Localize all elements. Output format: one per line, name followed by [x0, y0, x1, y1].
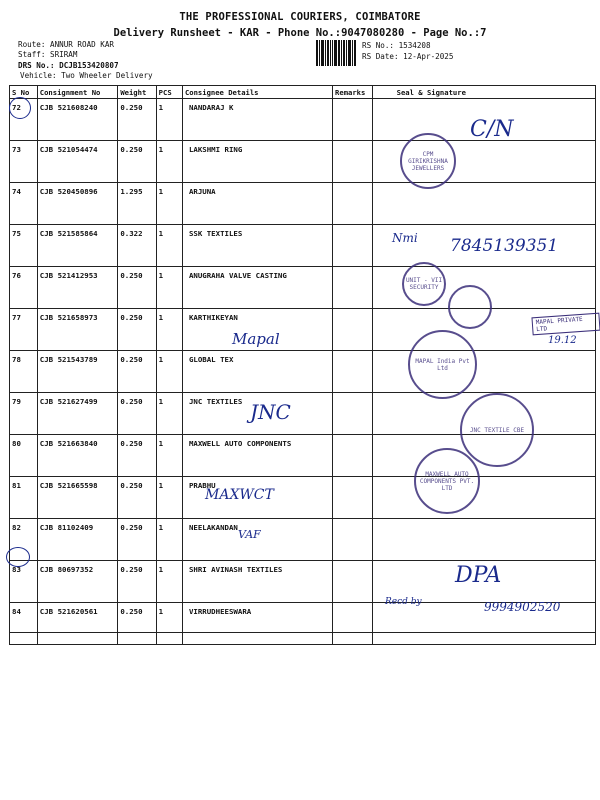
- route-label: Route: ANNUR ROAD KAR: [18, 40, 115, 49]
- cell-consignee: GLOBAL TEX: [182, 351, 332, 393]
- cell-consignee: VIRRUDHEESWARA: [182, 603, 332, 645]
- cell-weight: 1.295: [118, 183, 156, 225]
- cell-weight: 0.250: [118, 99, 156, 141]
- jeweller-stamp: CPM GIRIKRISHNA JEWELLERS: [400, 133, 456, 189]
- cell-pcs: 1: [156, 99, 182, 141]
- handwriting-r75-phone: 7845139351: [450, 236, 559, 256]
- runsheet-table: [9, 85, 596, 645]
- cell-seal: [372, 519, 595, 561]
- cell-consignment: CJB 521585864: [37, 225, 118, 267]
- cell-consignment: CJB 521054474: [37, 141, 118, 183]
- handwriting-r81: MAXWCT: [205, 487, 274, 503]
- cell-pcs: 1: [156, 141, 182, 183]
- cell-pcs: 1: [156, 477, 182, 519]
- cell-pcs: 1: [156, 435, 182, 477]
- cell-consignee: MAXWELL AUTO COMPONENTS: [182, 435, 332, 477]
- cell-remarks: [333, 141, 373, 183]
- cell-consignee: NANDARAJ K: [182, 99, 332, 141]
- vehicle-label: Vehicle: Two Wheeler Delivery: [20, 71, 153, 80]
- security-stamp: UNIT - VII SECURITY: [402, 262, 446, 306]
- cell-weight: 0.250: [118, 477, 156, 519]
- cell-pcs: 1: [156, 519, 182, 561]
- cell-pcs: 1: [156, 309, 182, 351]
- table-row: [10, 141, 596, 183]
- cell-remarks: [333, 309, 373, 351]
- cell-consignee: ANUGRAHA VALVE CASTING: [182, 267, 332, 309]
- handwriting-r72: C/N: [470, 117, 514, 142]
- mapal-india-stamp: MAPAL India Pvt Ltd: [408, 330, 477, 399]
- row-83-circle-mark: [6, 547, 30, 567]
- mapal-stamp: MAPAL PRIVATE LTD: [531, 313, 600, 336]
- cell-sno: 78: [10, 351, 38, 393]
- table-row: [10, 267, 596, 309]
- cell-consignee: LAKSHMI RING: [182, 141, 332, 183]
- cell-pcs: 1: [156, 183, 182, 225]
- jnc-stamp: JNC TEXTILE CBE: [460, 393, 534, 467]
- cell-consignee: SHRI AVINASH TEXTILES: [182, 561, 332, 603]
- cell-pcs: 1: [156, 225, 182, 267]
- cell-sno: 80: [10, 435, 38, 477]
- cell-pcs: 1: [156, 561, 182, 603]
- bottom-rule: [9, 632, 596, 633]
- cell-seal: [372, 477, 595, 519]
- col-seal: Seal & Signature: [372, 86, 595, 99]
- cell-weight: 0.250: [118, 141, 156, 183]
- cell-remarks: [333, 519, 373, 561]
- table-row: [10, 309, 596, 351]
- cell-remarks: [333, 561, 373, 603]
- cell-pcs: 1: [156, 393, 182, 435]
- handwriting-r84-note: Recd by: [385, 597, 422, 607]
- cell-consignment: CJB 521543789: [37, 351, 118, 393]
- maxwell-stamp: MAXWELL AUTO COMPONENTS PVT. LTD: [414, 448, 480, 514]
- col-weight: Weight: [118, 86, 156, 99]
- runsheet-subtitle: Delivery Runsheet - KAR - Phone No.:9047080280 - Page No.:7: [113, 27, 487, 39]
- company-title: THE PROFESSIONAL COURIERS, COIMBATORE: [179, 11, 421, 23]
- cell-consignee: JNC TEXTILES: [182, 393, 332, 435]
- cell-pcs: 1: [156, 351, 182, 393]
- cell-seal: [372, 351, 595, 393]
- cell-pcs: 1: [156, 603, 182, 645]
- cell-weight: 0.250: [118, 393, 156, 435]
- barcode: [316, 40, 356, 66]
- table-row: [10, 477, 596, 519]
- cell-weight: 0.250: [118, 561, 156, 603]
- cell-consignment: CJB 80697352: [37, 561, 118, 603]
- stamp-date-r77: 19.12: [548, 335, 577, 346]
- cell-remarks: [333, 603, 373, 645]
- cell-sno: 83: [10, 561, 38, 603]
- col-consignee: Consignee Details: [182, 86, 332, 99]
- handwriting-r83: DPA: [455, 563, 502, 588]
- cell-sno: 75: [10, 225, 38, 267]
- cell-weight: 0.322: [118, 225, 156, 267]
- cell-consignment: CJB 521620561: [37, 603, 118, 645]
- handwriting-r75-sig: Nmi: [392, 231, 418, 245]
- cell-weight: 0.250: [118, 309, 156, 351]
- table-row: [10, 183, 596, 225]
- cell-consignee: ARJUNA: [182, 183, 332, 225]
- table-row: [10, 561, 596, 603]
- cell-weight: 0.250: [118, 351, 156, 393]
- company-stamp-a: [448, 285, 492, 329]
- rs-number: RS No.: 1534208: [362, 41, 431, 50]
- cell-consignee: KARTHIKEYAN: [182, 309, 332, 351]
- cell-consignee: PRABHU: [182, 477, 332, 519]
- col-pcs: PCS: [156, 86, 182, 99]
- cell-remarks: [333, 435, 373, 477]
- cell-remarks: [333, 393, 373, 435]
- cell-consignment: CJB 521608240: [37, 99, 118, 141]
- cell-sno: 79: [10, 393, 38, 435]
- cell-weight: 0.250: [118, 519, 156, 561]
- cell-weight: 0.250: [118, 267, 156, 309]
- handwriting-r77: Mapal: [232, 330, 280, 348]
- cell-remarks: [333, 225, 373, 267]
- col-consignment: Consignment No: [37, 86, 118, 99]
- cell-consignee: SSK TEXTILES: [182, 225, 332, 267]
- cell-sno: 76: [10, 267, 38, 309]
- staff-label: Staff: SRIRAM: [18, 50, 78, 59]
- cell-consignment: CJB 521627499: [37, 393, 118, 435]
- cell-consignment: CJB 521663840: [37, 435, 118, 477]
- cell-remarks: [333, 267, 373, 309]
- cell-consignment: CJB 521658973: [37, 309, 118, 351]
- cell-pcs: 1: [156, 267, 182, 309]
- table-row: [10, 519, 596, 561]
- row-72-circle-mark: [9, 97, 31, 119]
- rs-date: RS Date: 12-Apr-2025: [362, 52, 454, 61]
- table-row: [10, 351, 596, 393]
- handwriting-r79: JNC: [250, 400, 291, 424]
- cell-weight: 0.250: [118, 603, 156, 645]
- cell-consignment: CJB 520450896: [37, 183, 118, 225]
- cell-consignment: CJB 81102409: [37, 519, 118, 561]
- cell-consignment: CJB 521412953: [37, 267, 118, 309]
- cell-remarks: [333, 183, 373, 225]
- cell-sno: 72: [10, 99, 38, 141]
- cell-sno: 82: [10, 519, 38, 561]
- drs-number: DRS No.: DCJB153420807: [18, 61, 119, 70]
- col-sno: S No: [10, 86, 38, 99]
- cell-seal: [372, 183, 595, 225]
- handwriting-r84-phone: 9994902520: [484, 600, 561, 614]
- table-header-row: [10, 86, 596, 99]
- cell-sno: 81: [10, 477, 38, 519]
- cell-consignee: NEELAKANDAN: [182, 519, 332, 561]
- cell-sno: 84: [10, 603, 38, 645]
- cell-weight: 0.250: [118, 435, 156, 477]
- cell-remarks: [333, 477, 373, 519]
- cell-sno: 73: [10, 141, 38, 183]
- cell-sno: 74: [10, 183, 38, 225]
- cell-consignment: CJB 521665598: [37, 477, 118, 519]
- cell-remarks: [333, 99, 373, 141]
- cell-remarks: [333, 351, 373, 393]
- handwriting-r82: VAF: [238, 528, 261, 541]
- col-remarks: Remarks: [333, 86, 373, 99]
- cell-sno: 77: [10, 309, 38, 351]
